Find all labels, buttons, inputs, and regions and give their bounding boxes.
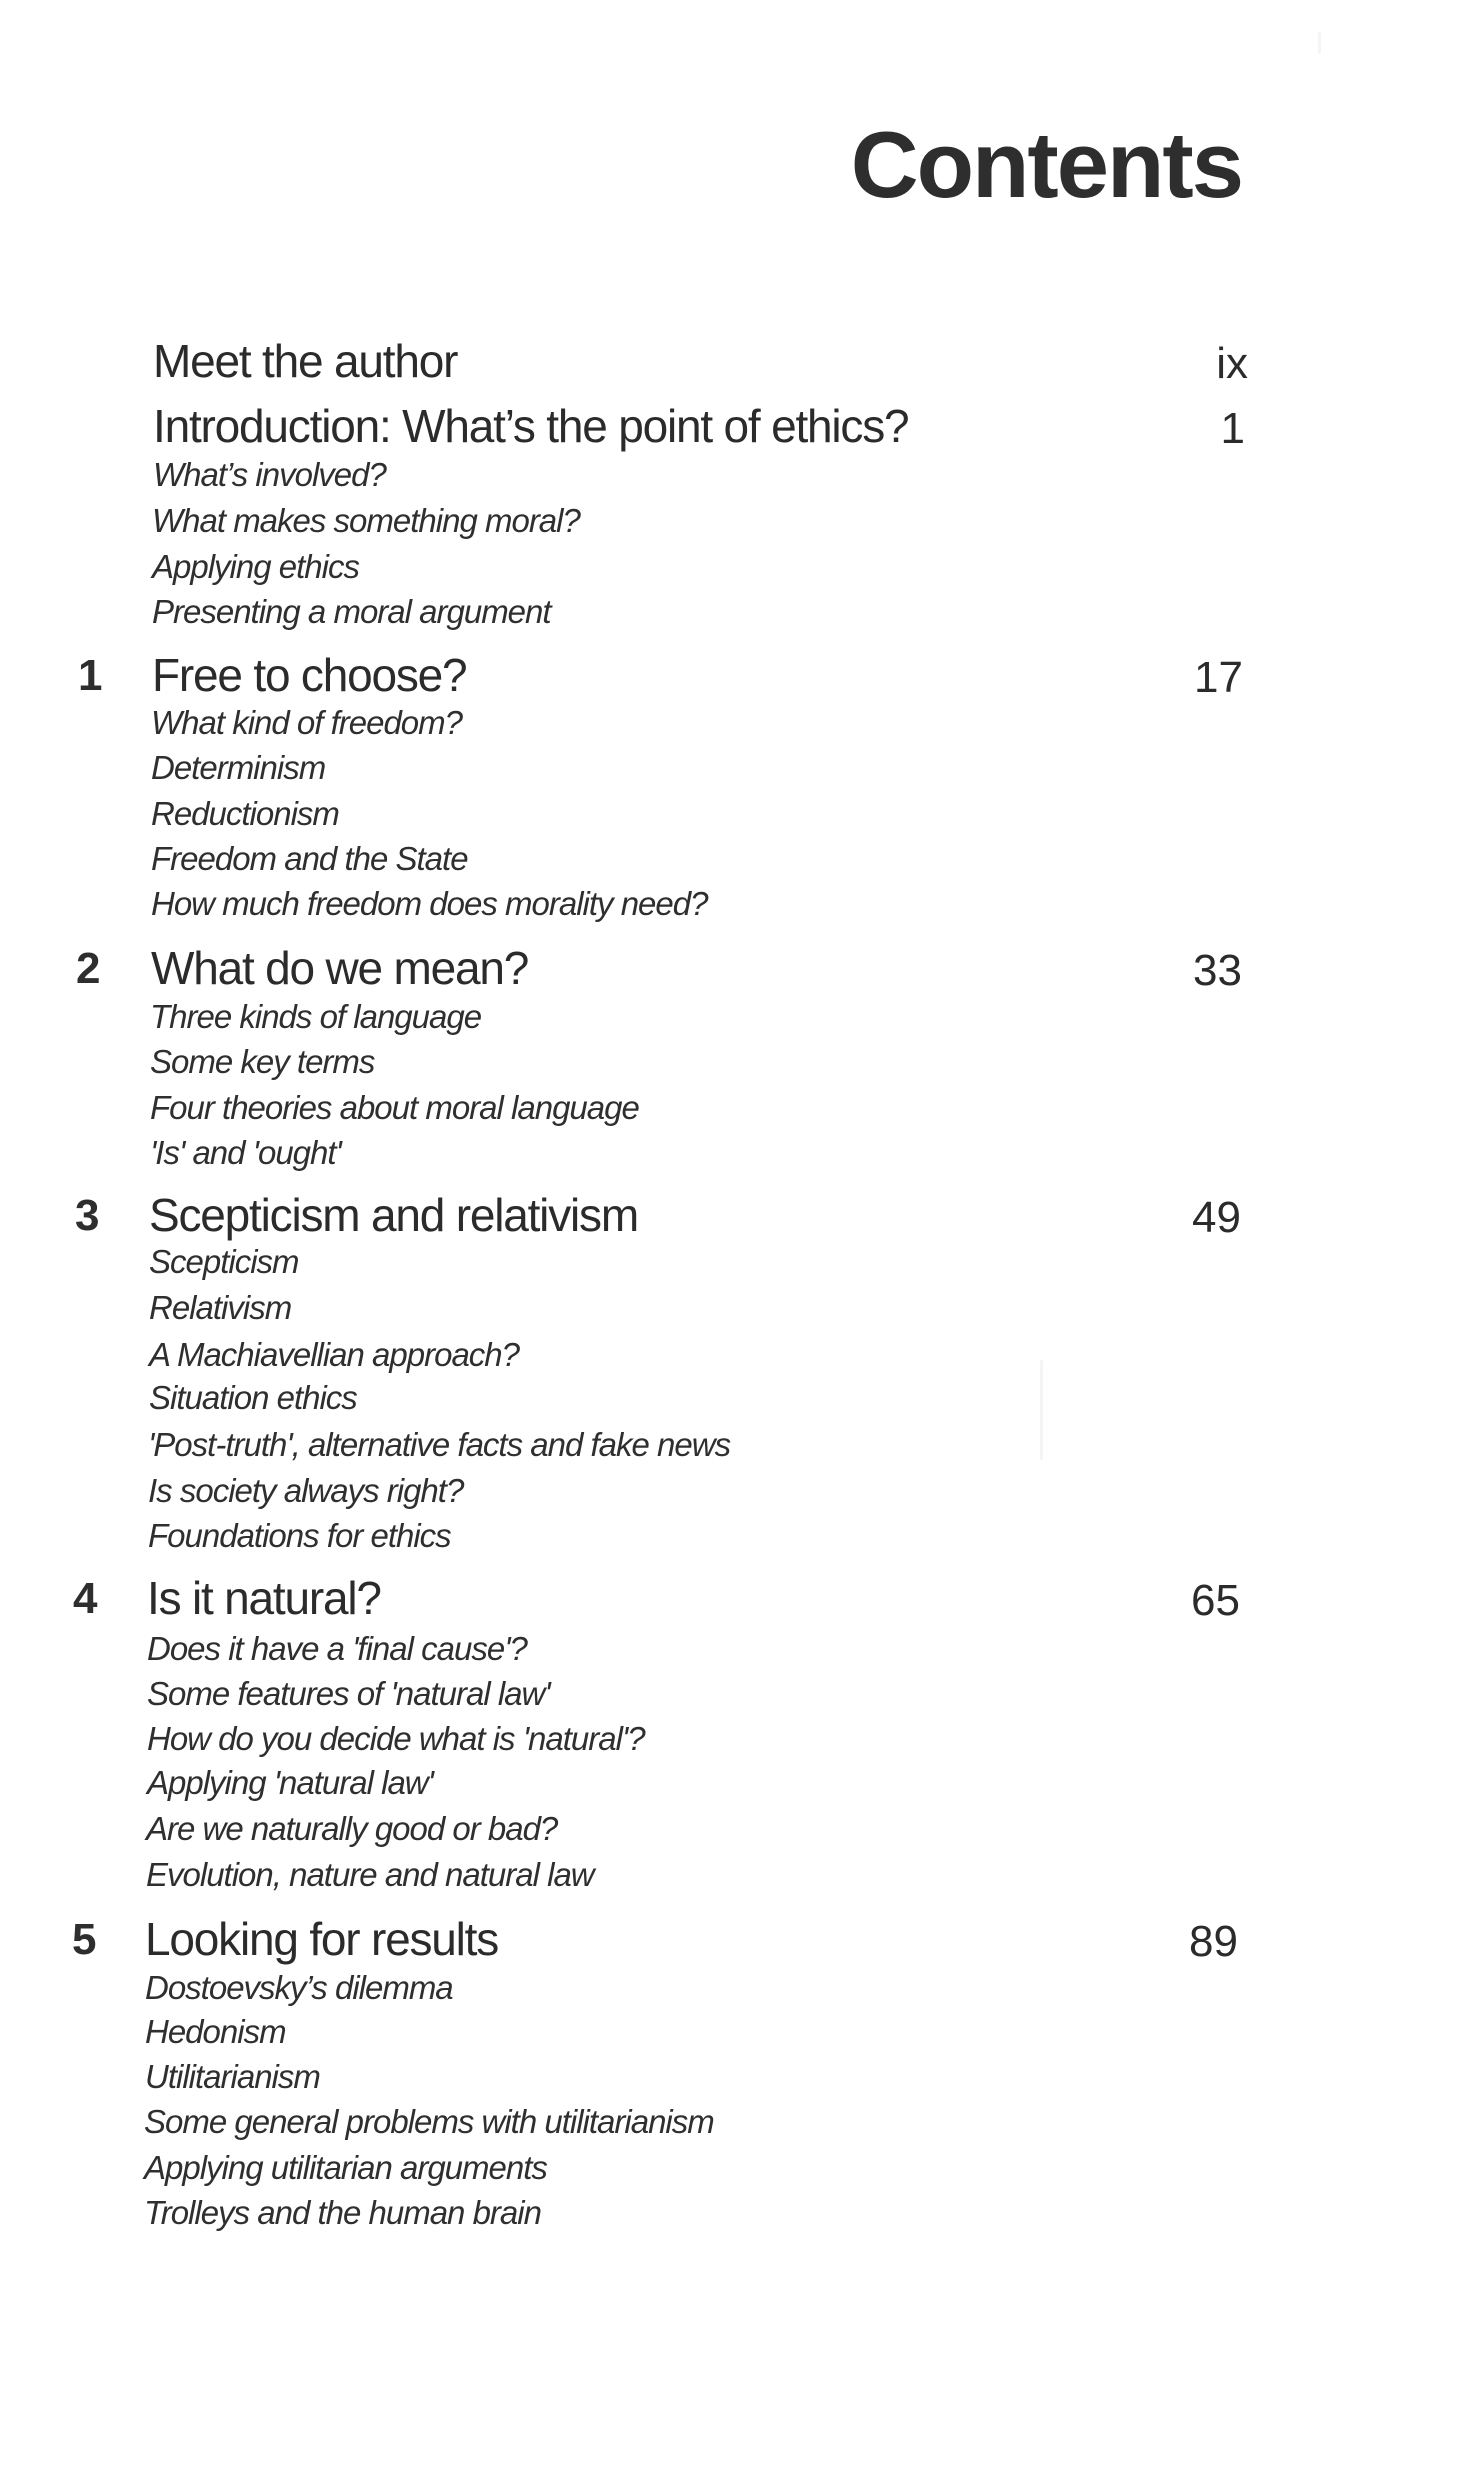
section-item[interactable]: Utilitarianism: [145, 2058, 320, 2095]
section-item[interactable]: What’s involved?: [153, 456, 386, 493]
chapter-title[interactable]: Scepticism and relativism: [149, 1189, 638, 1241]
section-item[interactable]: 'Post-truth', alternative facts and fake news: [148, 1426, 731, 1463]
entry-page-number: 1: [1220, 404, 1245, 453]
chapter-page-number: 89: [1189, 1917, 1238, 1966]
scan-artifact: [1040, 1360, 1043, 1460]
chapter-page-number: 33: [1193, 946, 1242, 995]
section-item[interactable]: Trolleys and the human brain: [144, 2194, 541, 2231]
section-item[interactable]: Determinism: [151, 749, 326, 786]
section-item[interactable]: How do you decide what is 'natural'?: [147, 1720, 645, 1757]
chapter-title[interactable]: What do we mean?: [151, 942, 529, 994]
section-item[interactable]: Some general problems with utilitarianism: [144, 2103, 714, 2140]
chapter-title[interactable]: Is it natural?: [147, 1572, 381, 1624]
section-item[interactable]: What makes something moral?: [152, 502, 580, 539]
section-item[interactable]: Presenting a moral argument: [152, 593, 551, 630]
chapter-page-number: 49: [1192, 1193, 1241, 1242]
section-item[interactable]: Evolution, nature and natural law: [146, 1856, 594, 1893]
section-item[interactable]: Relativism: [149, 1289, 292, 1326]
section-item[interactable]: Applying ethics: [152, 548, 359, 585]
section-item[interactable]: Does it have a 'final cause'?: [147, 1630, 527, 1667]
chapter-title[interactable]: Looking for results: [145, 1913, 499, 1965]
chapter-title[interactable]: Free to choose?: [152, 649, 467, 701]
section-item[interactable]: Applying utilitarian arguments: [144, 2149, 547, 2186]
section-item[interactable]: Three kinds of language: [150, 998, 482, 1035]
section-item[interactable]: Are we naturally good or bad?: [146, 1810, 558, 1847]
chapter-number: 3: [75, 1191, 100, 1240]
section-item[interactable]: A Machiavellian approach?: [149, 1336, 520, 1373]
section-item[interactable]: How much freedom does morality need?: [151, 885, 708, 922]
chapter-page-number: 17: [1194, 653, 1243, 702]
section-item[interactable]: Applying 'natural law': [147, 1764, 433, 1801]
chapter-number: 2: [76, 944, 101, 993]
section-item[interactable]: 'Is' and 'ought': [150, 1134, 341, 1171]
section-item[interactable]: Is society always right?: [148, 1472, 464, 1509]
section-item[interactable]: What kind of freedom?: [151, 704, 462, 741]
page-title: Contents: [850, 112, 1242, 217]
chapter-number: 5: [72, 1915, 97, 1964]
section-item[interactable]: Scepticism: [149, 1243, 299, 1280]
section-item[interactable]: Hedonism: [145, 2013, 286, 2050]
chapter-number: 1: [78, 651, 103, 700]
section-item[interactable]: Dostoevsky’s dilemma: [145, 1969, 453, 2006]
section-item[interactable]: Freedom and the State: [151, 840, 468, 877]
section-item[interactable]: Four theories about moral language: [150, 1089, 639, 1126]
section-item[interactable]: Foundations for ethics: [148, 1517, 451, 1554]
chapter-number: 4: [73, 1574, 98, 1623]
entry-title[interactable]: Meet the author: [153, 335, 458, 387]
section-item[interactable]: Some features of 'natural law': [147, 1675, 550, 1712]
section-item[interactable]: Situation ethics: [149, 1379, 357, 1416]
chapter-page-number: 65: [1191, 1576, 1240, 1625]
section-item[interactable]: Some key terms: [150, 1043, 375, 1080]
entry-page-number: ix: [1216, 339, 1248, 388]
section-item[interactable]: Reductionism: [151, 795, 339, 832]
scan-artifact: [1318, 32, 1321, 54]
entry-title[interactable]: Introduction: What’s the point of ethics?: [153, 400, 909, 452]
